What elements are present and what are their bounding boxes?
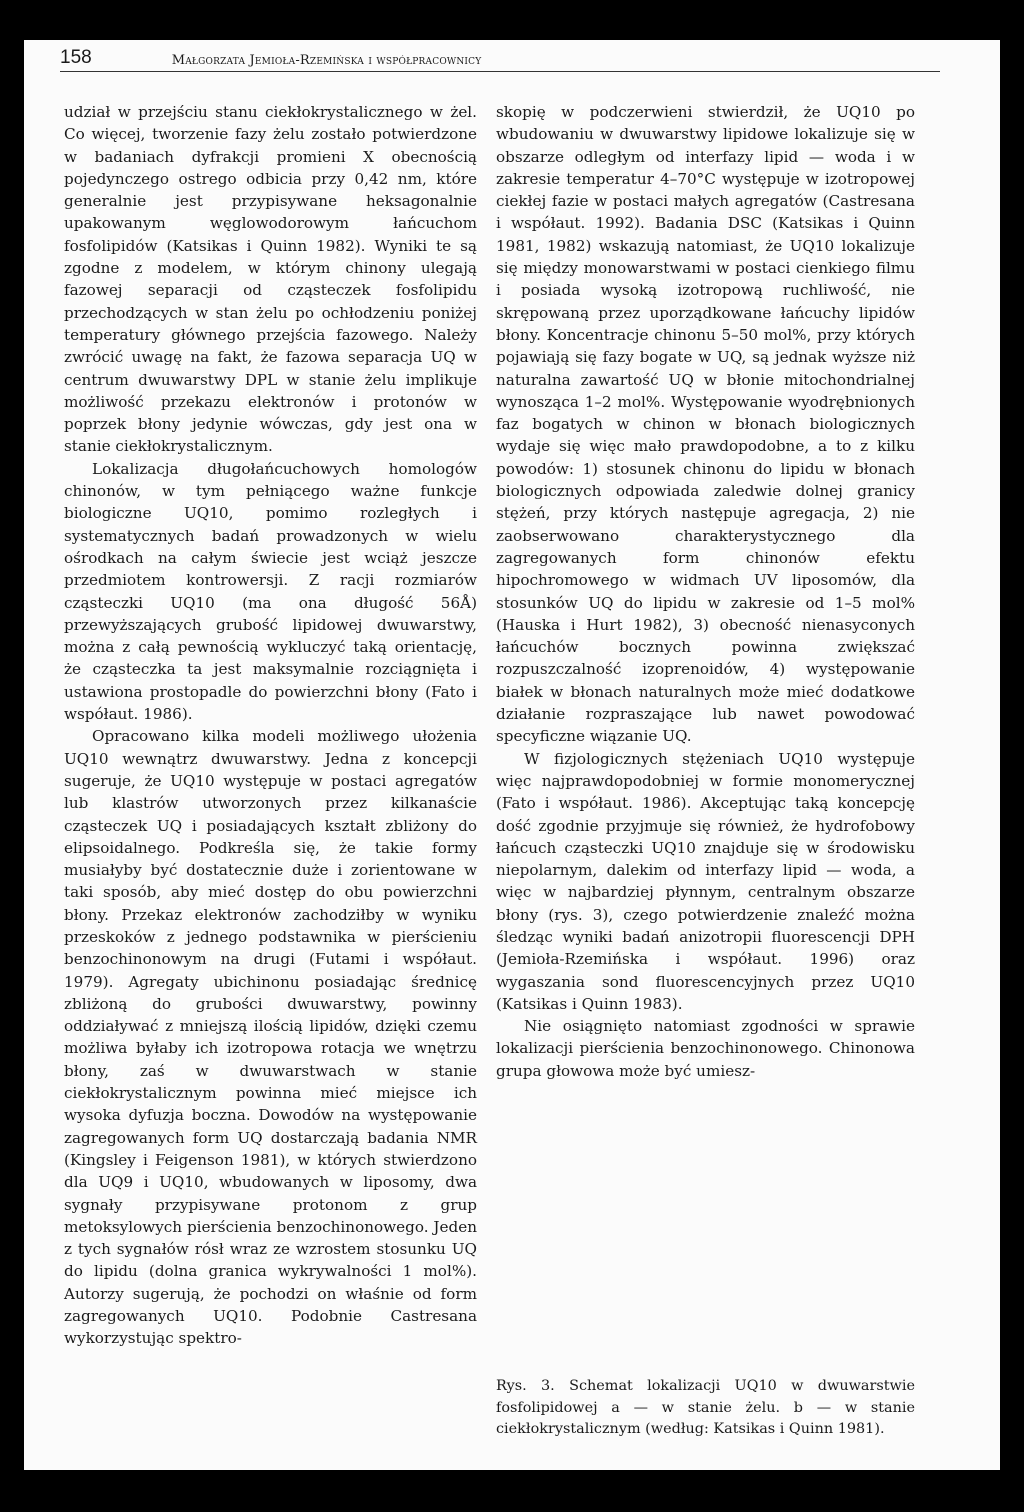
figure-caption: Rys. 3. Schemat lokalizacji UQ10 w dwuwarstwie fosfolipidowej a — w stanie żelu. b — w stanie ciekłokrystalicznym (według: Katsikas i Quinn 1981). [496, 1378, 915, 1437]
page-number: 158 [60, 47, 92, 68]
left-paragraph-2: Lokalizacja długołańcuchowych homologów chinonów, w tym pełniącego ważne funkcje biologiczne UQ10, pomimo rozległych i systematycznych badań prowadzonych w wielu ośrodkach na całym świecie jest wciąż jeszcze przedmiotem kontrowersji. Z racji rozmiarów cząsteczki UQ10 (ma ona długość 56Å) przewyższających grubość lipidowej dwuwarstwy, można z całą pewnością wykluczyć taką orientację, że cząsteczka ta jest maksymalnie rozciągnięta i ustawiona prostopadle do powierzchni błony (Fato i współaut. 1986). [64, 459, 477, 724]
left-paragraph-1: udział w przejściu stanu ciekłokrystalicznego w żel. Co więcej, tworzenie fazy żelu zostało potwierdzone w badaniach dyfrakcji promieni X obecnością pojedynczego ostrego odbicia przy 0,42 nm, które generalnie jest przypisywane heksagonalnie upakowanym węglowodorowym łańcuchom fosfolipidów (Katsikas i Quinn 1982). Wyniki te są zgodne z modelem, w którym chinony ulegają fazowej separacji od cząsteczek fosfolipidu przechodzących w stan żelu po ochłodzeniu poniżej temperatury głównego przejścia fazowego. Należy zwrócić uwagę na fakt, że fazowa separacja UQ w centrum dwuwarstwy DPL w stanie żelu implikuje możliwość przekazu elektronów i protonów w poprzek błony jedynie wówczas, gdy jest ona w stanie ciekłokrystalicznym. [64, 103, 477, 456]
right-paragraph-2: W fizjologicznych stężeniach UQ10 występuje więc najprawdopodobniej w formie monomerycznej (Fato i współaut. 1986). Akceptując taką koncepcję dość zgodnie przyjmuje się również, że hydrofobowy łańcuch cząsteczki UQ10 znajduje się w środowisku niepolarnym, dalekim od interfazy lipid — woda, a więc w najbardziej płynnym, centralnym obszarze błony (rys. 3), czego potwierdzenie znaleźć można śledząc wyniki badań anizotropii fluorescencji DPH (Jemioła-Rzemińska i współaut. 1996) oraz wygaszania sond fluorescencyjnych przez UQ10 (Katsikas i Quinn 1983). [496, 749, 915, 1013]
right-paragraph-1: skopię w podczerwieni stwierdził, że UQ10 po wbudowaniu w dwuwarstwy lipidowe lokalizuje się w obszarze odległym od interfazy lipid — woda i w zakresie temperatur 4–70°C występuje w izotropowej ciekłej fazie w postaci małych agregatów (Castresana i współaut. 1992). Badania DSC (Katsikas i Quinn 1981, 1982) wskazują natomiast, że UQ10 lokalizuje się między monowarstwami w postaci cienkiego filmu i posiada wysoką izotropową ruchliwość, nie skrępowaną przez uporządkowane łańcuchy lipidów błony. Koncentracje chinonu 5–50 mol%, przy których pojawiają się fazy bogate w UQ, są jednak wyższe niż naturalna zawartość UQ w błonie mitochondrialnej wynosząca 1–2 mol%. Występowanie wyodrębnionych faz bogatych w chinon w błonach biologicznych wydaje się więc mało prawdopodobne, a to z kilku powodów: 1) stosunek chinonu do lipidu w błonach biologicznych odpowiada zaledwie dolnej granicy stężeń, przy których następuje agregacja, 2) nie zaobserwowano charakterystycznego dla zagregowanych form chinonów efektu hipochromowego w widmach UV liposomów, dla stosunków UQ do lipidu w zakresie od 1–5 mol% (Hauska i Hurt 1982), 3) obecność nienasyconych łańcuchów bocznych powinna zwiększać rozpuszczalność izoprenoidów, 4) występowanie białek w błonach naturalnych może mieć dodatkowe działanie rozpraszające lub nawet powodować specyficzne wiązanie UQ. [496, 103, 915, 746]
running-head [60, 46, 940, 72]
left-paragraph-3: Opracowano kilka modeli możliwego ułożenia UQ10 wewnątrz dwuwarstwy. Jedna z koncepcji sugeruje, że UQ10 występuje w postaci agregatów lub klastrów utworzonych przez kilkanaście cząsteczek UQ i posiadających kształt zbliżony do elipsoidalnego. Podkreśla się, że takie formy musiałyby być dostatecznie duże i zorientowane w taki sposób, aby mieć dostęp do obu powierzchni błony. Przekaz elektronów zachodziłby w wyniku przeskoków z jednego podstawnika w pierścieniu benzochinonowym na drugi (Futami i współaut. 1979). Agregaty ubichinonu posiadając średnicę zbliżoną do grubości dwuwarstwy, powinny oddziaływać z mniejszą ilością lipidów, dzięki czemu możliwa byłaby ich izotropowa rotacja we wnętrzu błony, zaś w dwuwarstwach w stanie ciekłokrystalicznym powinna mieć miejsce ich wysoka dyfuzja boczna. Dowodów na występowanie zagregowanych form UQ dostarczają badania NMR (Kingsley i Feigenson 1981), w których stwierdzono dla UQ9 i UQ10, wbudowanych w liposomy, dwa sygnały przypisywane protonom z grup metoksylowych pierścienia benzochinonowego. Jeden z tych sygnałów rósł wraz ze wzrostem stosunku UQ do lipidu (dolna granica wykrywalności 1 mol%). Autorzy sugerują, że pochodzi on właśnie od form zagregowanych UQ10. Podobnie Castresana wykorzystując spektro- [64, 727, 477, 1348]
left-column [64, 101, 477, 1350]
figure-placeholder [496, 1092, 915, 1512]
right-column [496, 101, 915, 1082]
right-paragraph-3: Nie osiągnięto natomiast zgodności w sprawie lokalizacji pierścienia benzochinonowego. Chinonowa grupa głowowa może być umiesz- [496, 1017, 915, 1080]
running-title: Małgorzata Jemioła-Rzemińska i współpracownicy [171, 53, 482, 68]
